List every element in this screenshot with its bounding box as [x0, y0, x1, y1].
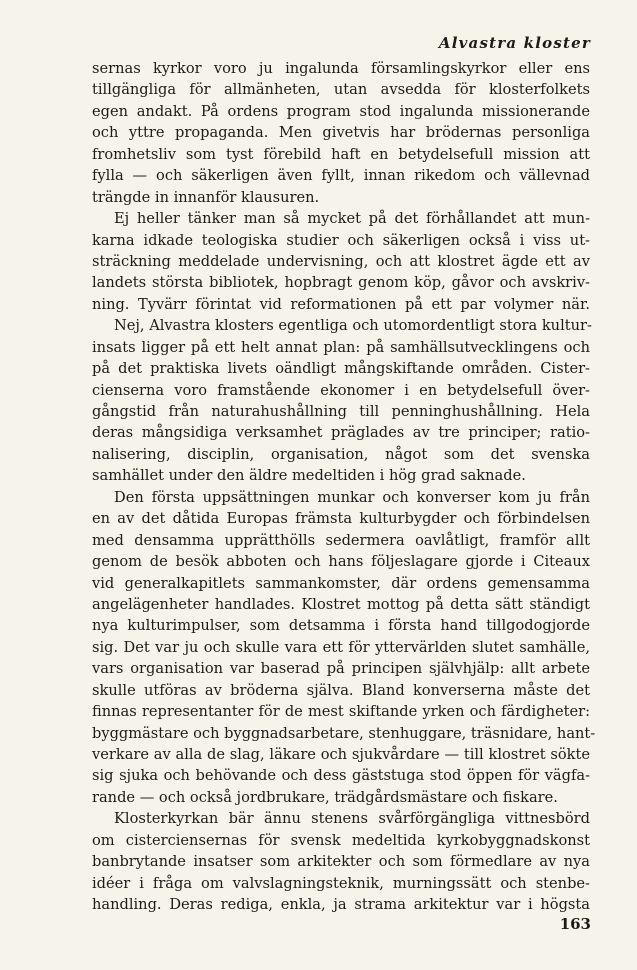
text-line: en av det dåtida Europas främsta kulturbygder och förbindelsen — [92, 510, 590, 528]
text-line: gångstid från naturahushållning till penninghushållning. Hela — [92, 403, 590, 420]
text-line: tillgängliga för allmänheten, utan avsedda för klosterfolkets — [92, 81, 590, 99]
text-line: vars organisation var baserad på principen självhjälp: allt arbete — [92, 660, 590, 678]
body-text — [92, 58, 596, 916]
text-line: finnas representanter för de mest skiftande yrken och färdigheter: — [92, 703, 590, 721]
text-line: genom de besök abboten och hans följeslagare gjorde i Citeaux — [92, 553, 590, 571]
paragraph — [92, 487, 596, 809]
paragraph — [92, 208, 590, 315]
text-line: fylla — och säkerligen även fyllt, innan rikedom och vällevnad — [92, 167, 590, 185]
text-line: deras mångsidiga verksamhet präglades av tre principer; ratio- — [92, 424, 590, 442]
text-line: sträckning meddelade undervisning, och att klostret ägde ett av — [92, 252, 590, 270]
text-line: karna idkade teologiska studier och säkerligen också i viss ut- — [92, 231, 590, 249]
text-line: trängde in innanför klausuren. — [92, 188, 320, 206]
text-line: och yttre propaganda. Men givetvis har brödernas personliga — [92, 124, 590, 142]
text-line: med densamma upprätthölls sedermera oavlåtligt, framför allt — [92, 531, 590, 549]
text-line: Den första uppsättningen munkar och konverser kom ju från — [114, 488, 590, 506]
text-line: Nej, Alvastra klosters egentliga och utomordentligt stora kultur- — [114, 317, 592, 335]
text-line: om cisterciensernas för svensk medeltida kyrkobyggnadskonst — [92, 831, 590, 849]
text-line: samhället under den äldre medeltiden i hög grad saknade. — [92, 467, 526, 485]
text-line: Klosterkyrkan bär ännu stenens svårförgängliga vittnesbörd — [114, 810, 590, 828]
text-line: sig. Det var ju och skulle vara ett för yttervärlden slutet samhälle, — [92, 638, 590, 656]
text-line: banbrytande insatser som arkitekter och som förmedlare av nya — [92, 853, 590, 871]
running-head: Alvastra kloster — [438, 34, 591, 52]
paragraph — [92, 315, 590, 487]
paragraph — [92, 58, 590, 208]
text-line: sig sjuka och behövande och dess gäststuga stod öppen för vägfa- — [92, 767, 590, 785]
text-line: idéer i fråga om valvslagningsteknik, murningssätt och stenbe- — [92, 874, 590, 892]
text-line: nya kulturimpulser, som detsamma i första hand tillgodogjorde — [92, 617, 590, 635]
page-number: 163 — [559, 915, 591, 933]
text-line: ning. Tyvärr förintat vid reformationen på ett par volymer när. — [92, 295, 590, 313]
text-line: fromhetsliv som tyst förebild haft en betydelsefull mission att — [92, 145, 590, 163]
text-line: cienserna voro framstående ekonomer i en betydelsefull över- — [92, 381, 590, 399]
text-line: byggmästare och byggnadsarbetare, stenhuggare, träsnidare, hant- — [92, 724, 596, 742]
text-line: nalisering, disciplin, organisation, något som det svenska — [92, 445, 590, 463]
text-line: Ej heller tänker man så mycket på det förhållandet att mun- — [114, 210, 590, 228]
text-line: landets största bibliotek, hopbragt genom köp, gåvor och avskriv- — [92, 274, 590, 292]
text-line: insats ligger på ett helt annat plan: på samhällsutvecklingens och — [92, 338, 590, 356]
text-line: på det praktiska livets oändligt mångskiftande områden. Cister- — [92, 360, 590, 378]
text-line: angelägenheter handlades. Klostret mottog på detta sätt ständigt — [92, 595, 590, 613]
text-line: egen andakt. På ordens program stod ingalunda missionerande — [92, 102, 590, 120]
paragraph — [92, 808, 590, 915]
text-line: skulle utföras av bröderna själva. Bland konverserna måste det — [92, 681, 590, 699]
text-line: sernas kyrkor voro ju ingalunda församlingskyrkor eller ens — [92, 60, 590, 77]
text-line: vid generalkapitlets sammankomster, där ordens gemensamma — [92, 574, 590, 592]
text-line: rande — och också jordbrukare, trädgårdsmästare och fiskare. — [92, 788, 558, 806]
text-line: verkare av alla de slag, läkare och sjukvårdare — till klostret sökte — [92, 746, 590, 763]
text-line: handling. Deras rediga, enkla, ja strama arkitektur var i högsta — [92, 896, 590, 914]
